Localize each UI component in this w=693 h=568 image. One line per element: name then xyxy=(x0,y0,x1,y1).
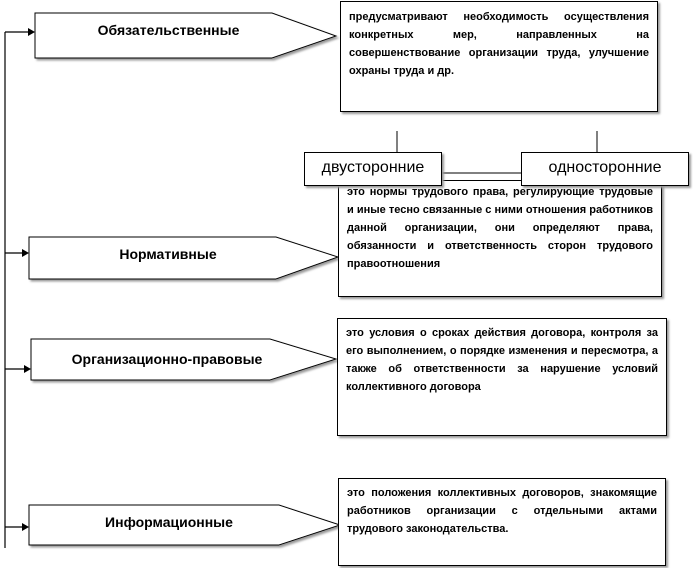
description-text-normative: это нормы трудового права, регулирующие трудовые и иные тесно связанные с ними отношения работников данной организации, они определяют права, обязанности и ответственность сторон трудового правоотношения xyxy=(347,186,653,270)
category-label-obligatory: Обязательственные xyxy=(97,22,240,38)
category-label-informational: Информационные xyxy=(105,514,233,530)
connector-obligatory xyxy=(5,28,35,36)
type-box-bilateral: двусторонние xyxy=(304,152,442,186)
description-box-org-legal xyxy=(337,318,667,436)
category-label-normative: Нормативные xyxy=(119,246,217,262)
description-text-org-legal: это условия о сроках действия договора, контроля за его выполнением, о порядке изменения и пересмотра, а также об ответственности за нарушение условий коллективного договора xyxy=(346,327,658,393)
connector-informational xyxy=(5,523,29,531)
description-text-informational: это положения коллективных договоров, знакомящие работников организации с отдельными актами трудового законодательства. xyxy=(347,487,657,535)
type-box-unilateral: односторонние xyxy=(521,152,689,186)
connector-normative xyxy=(5,249,29,257)
description-box-informational xyxy=(338,478,666,566)
description-box-obligatory xyxy=(340,1,658,112)
category-label-org-legal: Организационно-правовые xyxy=(71,351,263,367)
description-box-normative xyxy=(338,180,662,297)
description-text-obligatory: предусматривают необходимость осуществления конкретных мер, направленных на совершенствование организации труда, улучшение охраны труда и др. xyxy=(349,11,649,77)
connector-org-legal xyxy=(5,365,31,373)
